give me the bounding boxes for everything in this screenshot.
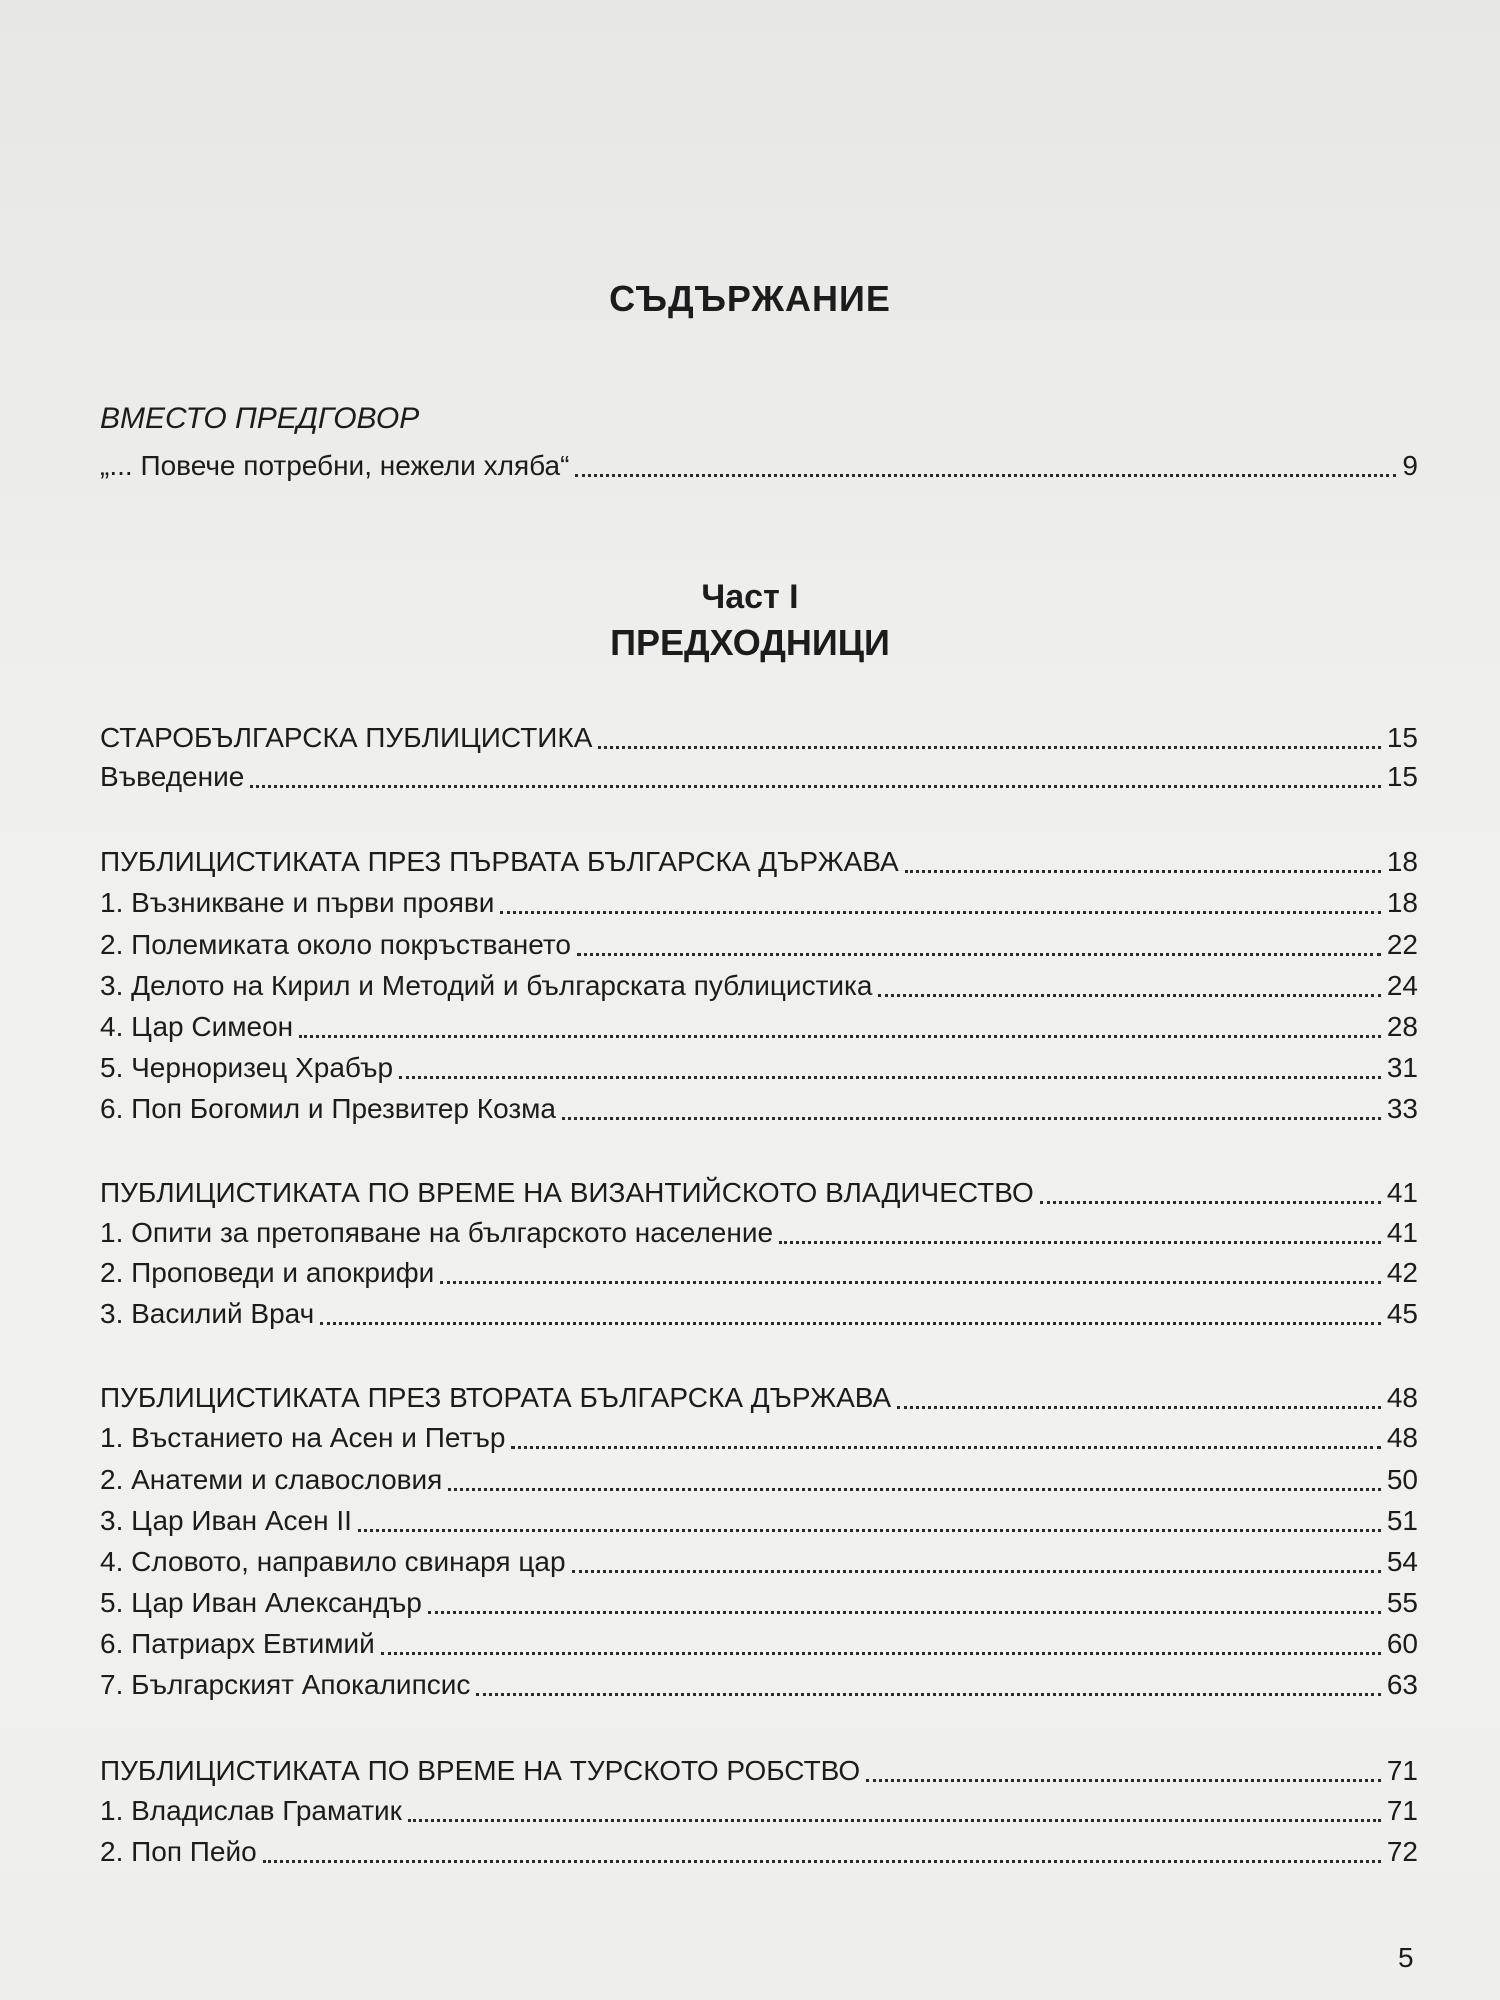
toc-entry-text: 2. Полемиката около покръстването [100,929,571,960]
toc-entry[interactable] [100,1089,1418,1129]
toc-entry-text: 3. Цар Иван Асен II [100,1505,352,1536]
toc-entry-text: 2. Проповеди и апокрифи [100,1257,435,1288]
toc-entry-page: 55 [1386,1587,1418,1618]
toc-entry-text: 6. Патриарх Евтимий [100,1628,375,1659]
toc-entry-page: 28 [1386,1011,1418,1042]
toc-entry-text: 1. Опити за претопяване на българското население [100,1217,774,1248]
toc-entry-page: 41 [1386,1217,1418,1248]
toc-section-heading[interactable] [100,1378,1418,1418]
toc-section-heading[interactable] [100,1751,1418,1791]
toc-entry-text: ПУБЛИЦИСТИКАТА ПРЕЗ ПЪРВАТА БЪЛГАРСКА ДЪРЖАВА [100,846,899,877]
dot-leader [381,1652,1381,1655]
dot-leader [575,474,1396,477]
toc-entry-text: 4. Словото, направило свинаря цар [100,1546,566,1577]
toc-entry-page: 72 [1386,1836,1418,1867]
dot-leader [897,1406,1381,1409]
toc-entry[interactable] [100,1418,1418,1458]
toc-entry-page: 63 [1386,1669,1418,1700]
toc-entry-page: 42 [1386,1257,1418,1288]
dot-leader [905,870,1381,873]
dot-leader [577,953,1381,956]
toc-entry-text: ПУБЛИЦИСТИКАТА ПО ВРЕМЕ НА ТУРСКОТО РОБСТВО [100,1755,861,1786]
toc-entry-page: 15 [1386,761,1418,792]
toc-entry-foreword[interactable] [100,446,1418,486]
toc-entry[interactable] [100,1542,1418,1582]
toc-entry-page: 71 [1386,1795,1418,1826]
dot-leader [358,1529,1381,1532]
toc-entry-page: 15 [1386,722,1418,753]
page-title: СЪДЪРЖАНИЕ [609,278,891,319]
foreword-label: ВМЕСТО ПРЕДГОВОР [100,402,420,435]
toc-entry-text: „... Повече потребни, нежели хляба“ [100,450,570,481]
toc-entry-page: 18 [1386,887,1418,918]
toc-entry-text: 3. Делото на Кирил и Методий и българската публицистика [100,970,873,1001]
toc-entry[interactable] [100,1791,1418,1831]
dot-leader [263,1860,1381,1863]
toc-entry-text: ПУБЛИЦИСТИКАТА ПО ВРЕМЕ НА ВИЗАНТИЙСКОТО ВЛАДИЧЕСТВО [100,1177,1034,1208]
dot-leader [878,994,1380,997]
toc-entry-page: 41 [1386,1177,1418,1208]
dot-leader [408,1819,1381,1822]
toc-entry[interactable] [100,1665,1418,1705]
toc-entry-text: 5. Цар Иван Александър [100,1587,422,1618]
dot-leader [562,1117,1381,1120]
toc-entry-page: 48 [1386,1382,1418,1413]
toc-entry-text: 3. Василий Врач [100,1298,315,1329]
part-number: Част I [701,578,799,616]
toc-entry-page: 54 [1386,1546,1418,1577]
toc-entry[interactable] [100,1213,1418,1253]
toc-section-heading[interactable] [100,718,1418,758]
toc-entry[interactable] [100,1501,1418,1541]
toc-entry[interactable] [100,1460,1418,1500]
toc-entry-page: 33 [1386,1093,1418,1124]
toc-entry-page: 31 [1386,1052,1418,1083]
toc-entry-page: 48 [1386,1422,1418,1453]
dot-leader [399,1076,1381,1079]
dot-leader [866,1779,1381,1782]
toc-entry[interactable] [100,1294,1418,1334]
dot-leader [500,911,1380,914]
dot-leader [428,1611,1381,1614]
dot-leader [572,1570,1381,1573]
toc-entry-text: 2. Анатеми и славословия [100,1464,443,1495]
toc-entry-text: 1. Възникване и първи прояви [100,887,495,918]
toc-entry-page: 50 [1386,1464,1418,1495]
toc-entry-page: 51 [1386,1505,1418,1536]
part-title: ПРЕДХОДНИЦИ [610,622,890,663]
dot-leader [476,1693,1380,1696]
toc-entry[interactable] [100,925,1418,965]
toc-entry-page: 71 [1386,1755,1418,1786]
dot-leader [299,1035,1381,1038]
dot-leader [598,746,1380,749]
page-number: 5 [1398,1942,1414,1973]
toc-entry-text: 2. Поп Пейо [100,1836,257,1867]
toc-entry-text: 7. Българският Апокалипсис [100,1669,471,1700]
toc-entry-text: Въведение [100,761,245,792]
dot-leader [250,785,1381,788]
dot-leader [1040,1201,1381,1204]
toc-entry-text: 1. Въстанието на Асен и Петър [100,1422,506,1453]
toc-entry-text: ПУБЛИЦИСТИКАТА ПРЕЗ ВТОРАТА БЪЛГАРСКА ДЪРЖАВА [100,1382,892,1413]
toc-entry[interactable] [100,1253,1418,1293]
toc-entry[interactable] [100,1048,1418,1088]
toc-entry[interactable] [100,883,1418,923]
toc-section-heading[interactable] [100,1173,1418,1213]
toc-entry-text: 1. Владислав Граматик [100,1795,402,1826]
toc-entry-page: 9 [1402,450,1418,481]
dot-leader [320,1322,1381,1325]
toc-entry[interactable] [100,966,1418,1006]
toc-entry-page: 45 [1386,1298,1418,1329]
toc-entry-text: 4. Цар Симеон [100,1011,294,1042]
toc-entry-page: 22 [1386,929,1418,960]
dot-leader [448,1488,1381,1491]
toc-entry-text: СТАРОБЪЛГАРСКА ПУБЛИЦИСТИКА [100,722,593,753]
toc-entry[interactable] [100,1832,1418,1872]
toc-entry-page: 60 [1386,1628,1418,1659]
toc-section-heading[interactable] [100,842,1418,882]
toc-entry[interactable] [100,1007,1418,1047]
toc-entry-page: 24 [1386,970,1418,1001]
dot-leader [779,1241,1381,1244]
toc-entry[interactable] [100,1583,1418,1623]
toc-entry[interactable] [100,757,1418,797]
dot-leader [511,1446,1380,1449]
toc-entry-page: 18 [1386,846,1418,877]
dot-leader [440,1281,1381,1284]
toc-entry-text: 5. Черноризец Храбър [100,1052,394,1083]
toc-entry[interactable] [100,1624,1418,1664]
toc-entry-text: 6. Поп Богомил и Презвитер Козма [100,1093,556,1124]
